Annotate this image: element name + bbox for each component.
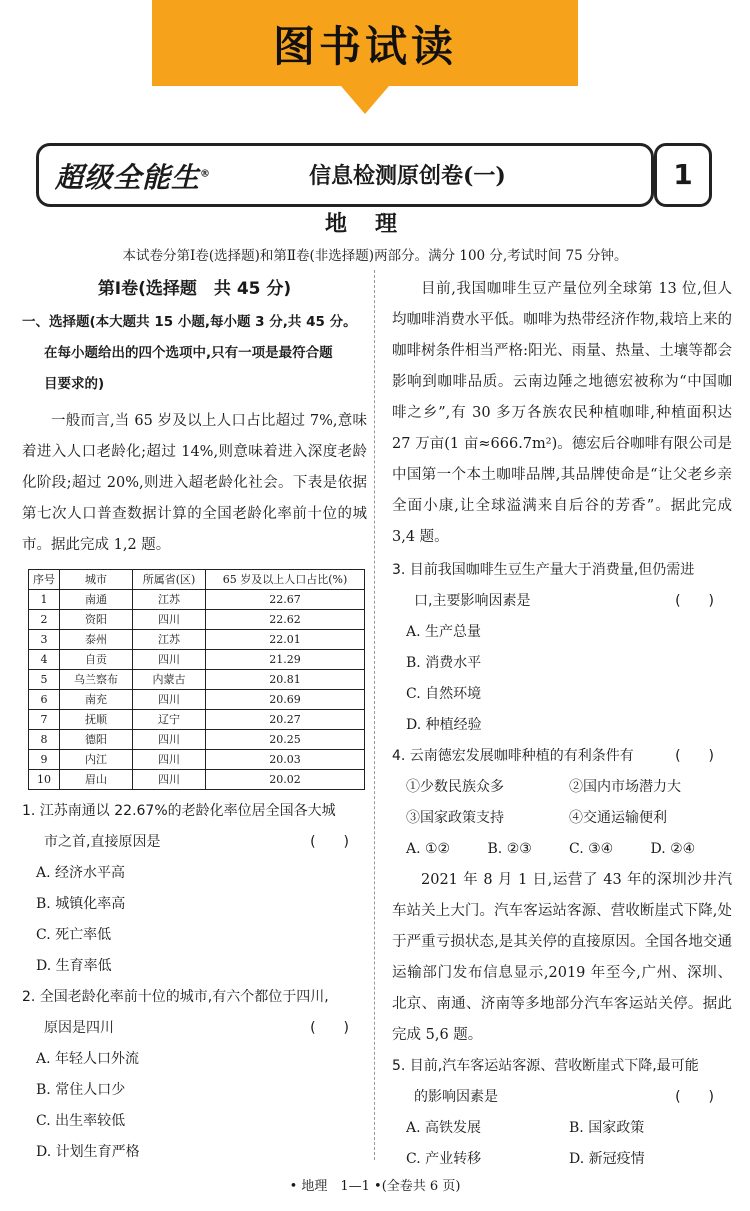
table-row	[29, 770, 365, 790]
paper-intro: 本试卷分第Ⅰ卷(选择题)和第Ⅱ卷(非选择题)两部分。满分 100 分,考试时间 75 分钟。	[122, 248, 628, 264]
passage-coffee: 目前,我国咖啡生豆产量位列全球第 13 位,但人均咖啡消费水平低。咖啡为热带经济作物,栽培上来的咖啡树条件相当严格:阳光、雨量、热量、土壤等都会影响到咖啡品质。云南边陲之地德宏被称为“中国咖啡之乡”,有 30 多万各族农民种植咖啡,种植面积达 27 万亩(1 亩≈666.7m²)。德宏后谷咖啡有限公司是中国第一个本土咖啡品牌,其品牌使命是“让父老乡亲全面小康,让全球溢满来自后谷的芳香”。据此完成 3,4 题。	[392, 281, 732, 545]
table-cell: 8	[29, 730, 60, 750]
table-cell: 20.25	[206, 730, 365, 750]
table-cell: 9	[29, 750, 60, 770]
option: B. 城镇化率高	[36, 896, 126, 912]
brand-logo: 超级全能生®	[55, 161, 212, 194]
table-cell: 22.62	[206, 610, 365, 630]
table-cell: 四川	[133, 770, 206, 790]
table-cell: 22.67	[206, 590, 365, 610]
question-3-cont: 口,主要影响因素是 ( )	[414, 593, 714, 609]
option: C. 自然环境	[406, 686, 482, 702]
instruction-line: 一、选择题(本大题共 15 小题,每小题 3 分,共 45 分。	[22, 314, 357, 330]
table-header: 65 岁及以上人口占比(%)	[206, 570, 365, 590]
instruction-line: 在每小题给出的四个选项中,只有一项是最符合题	[44, 345, 333, 361]
option: B. 常住人口少	[36, 1082, 126, 1098]
question-5-cont: 的影响因素是 ( )	[414, 1089, 714, 1105]
table-cell: 抚顺	[60, 710, 133, 730]
option: B. 消费水平	[406, 655, 482, 671]
table-row	[29, 710, 365, 730]
table-cell: 20.03	[206, 750, 365, 770]
q5-options: A. 高铁发展 B. 国家政策	[406, 1120, 645, 1136]
table-row	[29, 630, 365, 650]
table-cell: 20.81	[206, 670, 365, 690]
table-cell: 21.29	[206, 650, 365, 670]
question-2-cont: 原因是四川 ( )	[44, 1020, 349, 1036]
page-footer: • 地理 1—1 •(全卷共 6 页)	[289, 1179, 461, 1194]
subject-title: 地理	[324, 211, 425, 237]
option: A. 生产总量	[406, 624, 482, 640]
option: A. 经济水平高	[36, 865, 126, 881]
table-cell: 眉山	[60, 770, 133, 790]
question-3: 3. 目前我国咖啡生豆生产量大于消费量,但仍需进	[392, 562, 695, 578]
question-1: 1. 江苏南通以 22.67%的老龄化率位居全国各大城	[22, 803, 336, 819]
banner-title: 图书试读	[272, 22, 457, 71]
table-row	[29, 650, 365, 670]
option: D. 计划生育严格	[36, 1144, 140, 1160]
table-cell: 3	[29, 630, 60, 650]
option: D. 种植经验	[406, 717, 482, 733]
left-column	[22, 274, 367, 1168]
passage-aging: 一般而言,当 65 岁及以上人口占比超过 7%,意味着进入人口老龄化;超过 14%,则意味着进入深度老龄化阶段;超过 20%,则进入超老龄化社会。下表是依据第七次人口普查数据计算的全国老龄化率前十位的城市。据此完成 1,2 题。	[22, 413, 367, 553]
table-cell: 20.27	[206, 710, 365, 730]
table-cell: 江苏	[133, 630, 206, 650]
banner-arrow	[341, 86, 389, 114]
table-cell: 4	[29, 650, 60, 670]
table-cell: 泰州	[60, 630, 133, 650]
column-divider	[374, 270, 375, 1160]
table-header: 城市	[60, 570, 133, 590]
table-header: 所属省(区)	[133, 570, 206, 590]
passage-bus-station: 2021 年 8 月 1 日,运营了 43 年的深圳沙井汽车站关上大门。汽车客运站客源、营收断崖式下降,处于严重亏损状态,是其关停的直接原因。全国各地交通运输部门发布信息显示,2019 年至今,广州、深圳、北京、南通、济南等多地部分汽车客运站关停。据此完成 5,6 题。	[392, 872, 732, 1043]
table-cell: 6	[29, 690, 60, 710]
table-cell: 南充	[60, 690, 133, 710]
table-header-row	[29, 570, 365, 590]
table-cell: 德阳	[60, 730, 133, 750]
table-cell: 四川	[133, 730, 206, 750]
table-row	[29, 610, 365, 630]
trial-banner	[152, 0, 578, 86]
table-cell: 江苏	[133, 590, 206, 610]
table-header: 序号	[29, 570, 60, 590]
table-cell: 四川	[133, 650, 206, 670]
table-cell: 10	[29, 770, 60, 790]
paper-title: 信息检测原创卷(一)	[309, 163, 506, 189]
option: C. 出生率较低	[36, 1113, 126, 1129]
section-title: 第Ⅰ卷(选择题 共 45 分)	[97, 279, 292, 299]
table-row	[29, 590, 365, 610]
table-cell: 自贡	[60, 650, 133, 670]
paper-number: 1	[654, 143, 712, 207]
table-cell: 20.02	[206, 770, 365, 790]
table-cell: 20.69	[206, 690, 365, 710]
table-cell: 四川	[133, 690, 206, 710]
table-row	[29, 750, 365, 770]
table-cell: 四川	[133, 750, 206, 770]
question-1-cont: 市之首,直接原因是 ( )	[44, 834, 349, 850]
table-cell: 四川	[133, 610, 206, 630]
right-column	[392, 274, 732, 1175]
q4-options: A. ①② B. ②③ C. ③④ D. ②④	[406, 841, 696, 857]
table-row	[29, 670, 365, 690]
table-cell: 内蒙古	[133, 670, 206, 690]
table-cell: 5	[29, 670, 60, 690]
table-cell: 内江	[60, 750, 133, 770]
table-cell: 辽宁	[133, 710, 206, 730]
option: C. 死亡率低	[36, 927, 112, 943]
paper-header	[36, 143, 654, 207]
q4-items: ①少数民族众多 ②国内市场潜力大	[406, 779, 681, 795]
table-cell: 1	[29, 590, 60, 610]
table-cell: 2	[29, 610, 60, 630]
option: A. 年轻人口外流	[36, 1051, 140, 1067]
option: D. 生育率低	[36, 958, 112, 974]
table-row	[29, 730, 365, 750]
table-cell: 资阳	[60, 610, 133, 630]
instruction-line: 目要求的)	[44, 376, 105, 392]
question-5: 5. 目前,汽车客运站客源、营收断崖式下降,最可能	[392, 1058, 699, 1074]
table-cell: 乌兰察布	[60, 670, 133, 690]
q4-items: ③国家政策支持 ④交通运输便利	[406, 810, 667, 826]
question-4: 4. 云南德宏发展咖啡种植的有利条件有 ( )	[392, 748, 714, 764]
q5-options: C. 产业转移 D. 新冠疫情	[406, 1151, 645, 1167]
table-row	[29, 690, 365, 710]
table-cell: 22.01	[206, 630, 365, 650]
question-2: 2. 全国老龄化率前十位的城市,有六个都位于四川,	[22, 989, 329, 1005]
table-cell: 南通	[60, 590, 133, 610]
aging-table	[28, 569, 365, 790]
table-cell: 7	[29, 710, 60, 730]
